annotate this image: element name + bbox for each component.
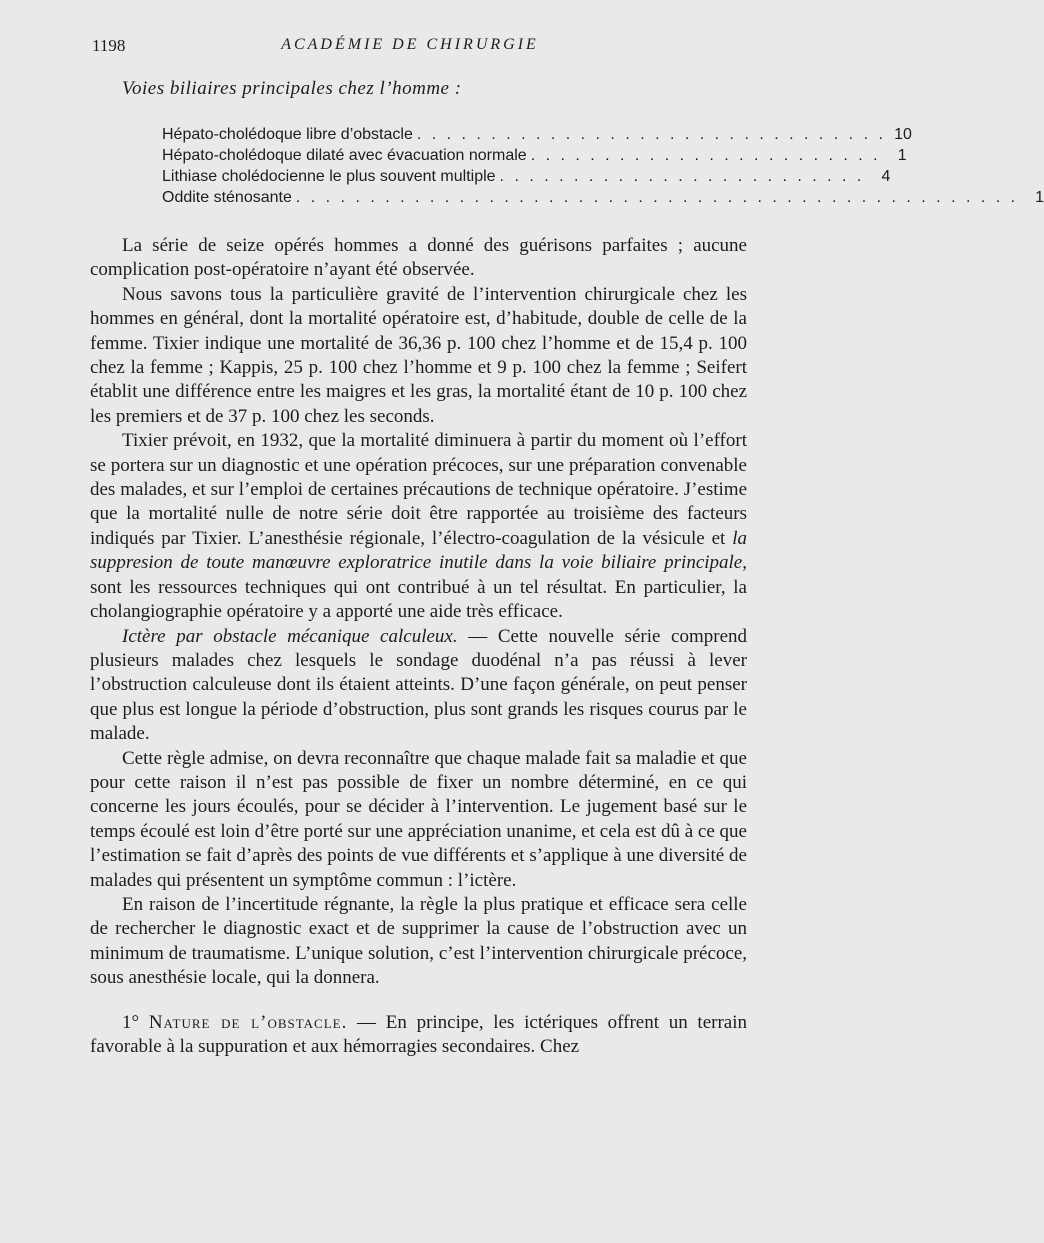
subsection-heading: Nature de l’obstacle. xyxy=(148,1011,348,1033)
paragraph: La série de seize opérés hommes a donné des guérisons parfaites ; aucune complication post-opératoire n’ayant été observée. xyxy=(90,235,747,281)
paragraph: Cette règle admise, on devra reconnaître que chaque malade fait sa maladie et que pour cette raison il n’est pas possible de fixer un nombre déterminé, en ce qui concerne les jours écoulés, pour se décider à l’intervention. Le jugement basé sur le temps écoulé est loin d’être porté sur une appréciation unanime, et cela est dû à ce que l’estimation se fait d’après des points de vue différents et s’applique à une diversité de malades qui présentent un symptôme commun : l’ictère. xyxy=(90,747,747,891)
paragraph-text: Tixier prévoit, en 1932, que la mortalité diminuera à partir du moment où l’effort se portera sur un diagnostic et une opération précoces, sur une préparation convenable des malades, et sur l’emploi de certaines précautions de technique opératoire. J’estime que la mortalité nulle de notre série doit être rapportée au troisième des facteurs indiqués par Tixier. L’anesthésie régionale, l’électro-coagulation de la vésicule et xyxy=(90,430,747,549)
running-title: ACADÉMIE DE CHIRURGIE xyxy=(281,36,539,53)
stat-value: 1 xyxy=(1035,189,1044,206)
paragraph: En raison de l’incertitude régnante, la règle la plus pratique et efficace sera celle de rechercher le diagnostic exact et de supprimer la cause de l’obstruction avec un minimum de traumatisme. L’unique solution, c’est l’intervention chirurgicale précoce, sous anesthésie locale, qui la donnera. xyxy=(90,893,747,989)
stat-row xyxy=(162,189,1044,210)
stat-row xyxy=(162,147,907,168)
stat-label: Hépato-cholédoque dilaté avec évacuation normale xyxy=(162,147,527,164)
stat-row xyxy=(162,126,912,147)
subsection-heading: Ictère par obstacle mécanique calculeux. xyxy=(122,625,458,647)
emphasis-text: la suppresion de toute manœuvre exploratrice inutile dans la voie biliaire principale xyxy=(90,527,747,574)
leader-dots: . . . . . . . . . . . . . . . . . . . . . . . . . . . . . . . . xyxy=(416,126,886,143)
leader-dots: . . . . . . . . . . . . . . . . . . . . . . . . . . . . . . . . . . . . . . . . . . . . . . . . . xyxy=(295,189,1019,206)
stat-row xyxy=(162,168,891,189)
section-heading: Voies biliaires principales chez l’homme : xyxy=(122,78,462,99)
stat-label: Lithiase cholédocienne le plus souvent multiple xyxy=(162,168,496,185)
page-header xyxy=(0,36,800,60)
stat-label: Hépato-cholédoque libre d’obstacle xyxy=(162,126,413,143)
paragraph-text: , sont les ressources techniques qui ont contribué à un tel résultat. En particulier, la cholangiographie opératoire y a apporté une aide très efficace. xyxy=(90,552,747,623)
stat-label: Oddite sténosante xyxy=(162,189,292,206)
page-number: 1198 xyxy=(92,36,126,55)
body-text xyxy=(90,234,747,1059)
stat-value: 4 xyxy=(881,168,891,185)
paragraph xyxy=(90,625,747,747)
leader-dots: . . . . . . . . . . . . . . . . . . . . . . . . . xyxy=(499,168,865,185)
paragraph xyxy=(90,429,747,624)
paragraph: Nous savons tous la particulière gravité de l’intervention chirurgicale chez les hommes en général, dont la mortalité opératoire est, d’habitude, double de celle de la femme. Tixier indique une mortalité de 36,36 p. 100 chez l’homme et de 15,4 p. 100 chez la femme ; Kappis, 25 p. 100 chez l’homme et 9 p. 100 chez la femme ; Seifert établit une différence entre les maigres et les gras, la mortalité étant de 10 p. 100 chez les premiers et de 37 p. 100 chez les seconds. xyxy=(90,283,747,427)
paragraph xyxy=(90,1011,747,1060)
stat-value: 1 xyxy=(897,147,907,164)
section-number: 1° xyxy=(122,1011,140,1033)
stat-value: 10 xyxy=(894,126,912,143)
paragraph-text: — Cette nouvelle série comprend plusieurs malades chez lesquels le sondage duodénal n’a pas réussi à lever l’obstruction calculeuse dont ils étaient atteints. D’une façon générale, on peut penser que plus est longue la période d’obstruction, plus sont grands les risques courus par le malade. xyxy=(90,625,747,745)
paragraph-text: — En principe, les ictériques offrent un terrain favorable à la suppuration et aux hémorragies secondaires. Chez xyxy=(90,1011,748,1057)
leader-dots: . . . . . . . . . . . . . . . . . . . . . . . . xyxy=(530,147,881,164)
stats-list xyxy=(162,126,1044,210)
